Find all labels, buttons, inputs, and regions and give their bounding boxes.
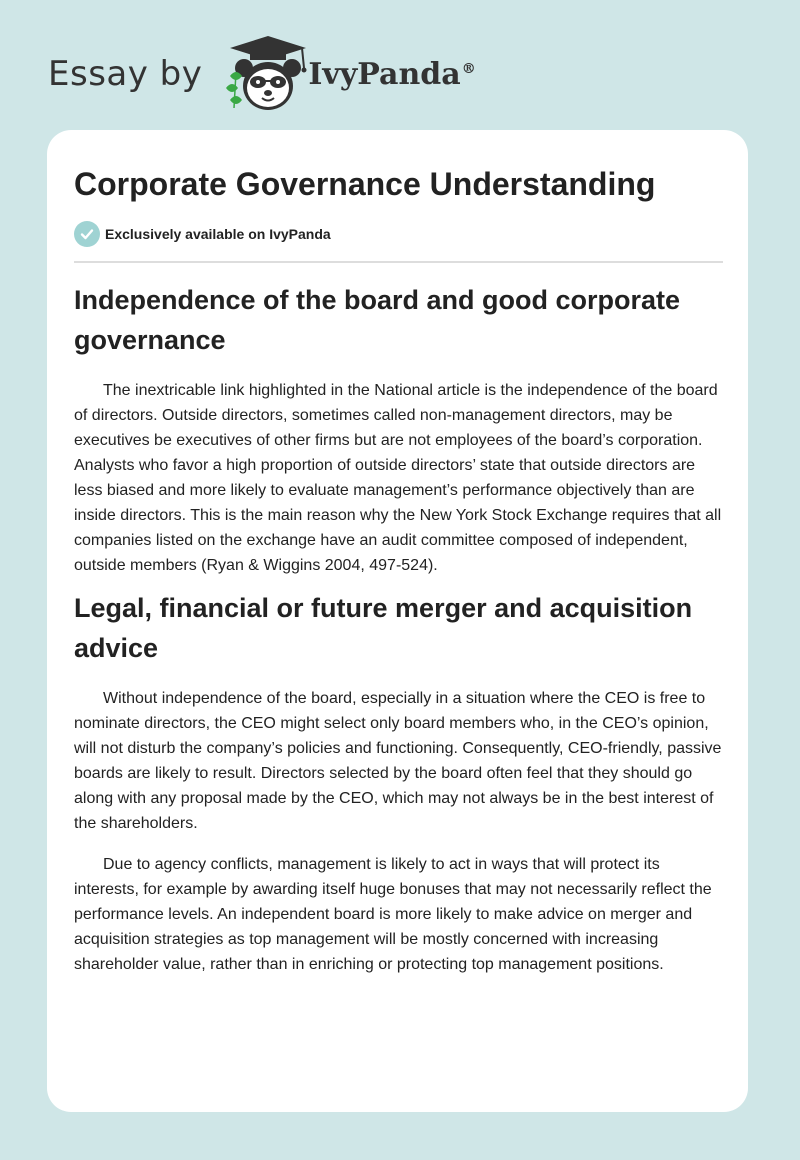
section-heading: Independence of the board and good corporate governance bbox=[74, 285, 681, 355]
paragraph: Without independence of the board, especially in a situation where the CEO is free to nominate directors, the CEO might select only board members who, in the CEO’s opinion, will not disturb the company’s policies and functioning. Consequently, CEO-friendly, passive boards are likely to result. Directors selected by the board often feel that they should go along with any proposal made by the CEO, which may not always be in the best interest of the shareholders. bbox=[74, 690, 722, 832]
exclusive-badge bbox=[74, 221, 331, 247]
exclusive-text: Exclusively available on IvyPanda bbox=[105, 226, 331, 242]
article-card bbox=[47, 130, 748, 1112]
check-icon bbox=[74, 221, 100, 247]
paragraph: The inextricable link highlighted in the National article is the independence of the board of directors. Outside directors, sometimes called non-management directors, may be executives be executives of other firms but are not employees of the board’s corporation. Analysts who favor a high proportion of outside directors’ state that outside directors are less biased and more likely to evaluate management’s performance objectively than are inside directors. This is the main reason why the New York Stock Exchange requires that all companies listed on the exchange have an audit committee composed of independent, outside members (Ryan & Wiggins 2004, 497-524). bbox=[74, 382, 722, 574]
brand-name: IvyPanda® bbox=[308, 56, 476, 92]
divider bbox=[74, 261, 723, 263]
panda-graduate-icon[interactable] bbox=[216, 34, 316, 114]
registered-mark: ® bbox=[461, 60, 476, 77]
paragraph: Due to agency conflicts, management is likely to act in ways that will protect its interests, for example by awarding itself huge bonuses that may not necessarily reflect the performance levels. An independent board is more likely to make advice on merger and acquisition strategies as top management will be mostly concerned with increasing shareholder value, rather than in enriching or protecting top management positions. bbox=[74, 856, 712, 973]
brand-prefix: Essay by bbox=[48, 54, 203, 94]
section-heading: Legal, financial or future merger and acquisition advice bbox=[74, 593, 693, 663]
article-body bbox=[74, 280, 724, 993]
page-title: Corporate Governance Understanding bbox=[74, 166, 656, 202]
brand-header bbox=[48, 34, 476, 114]
